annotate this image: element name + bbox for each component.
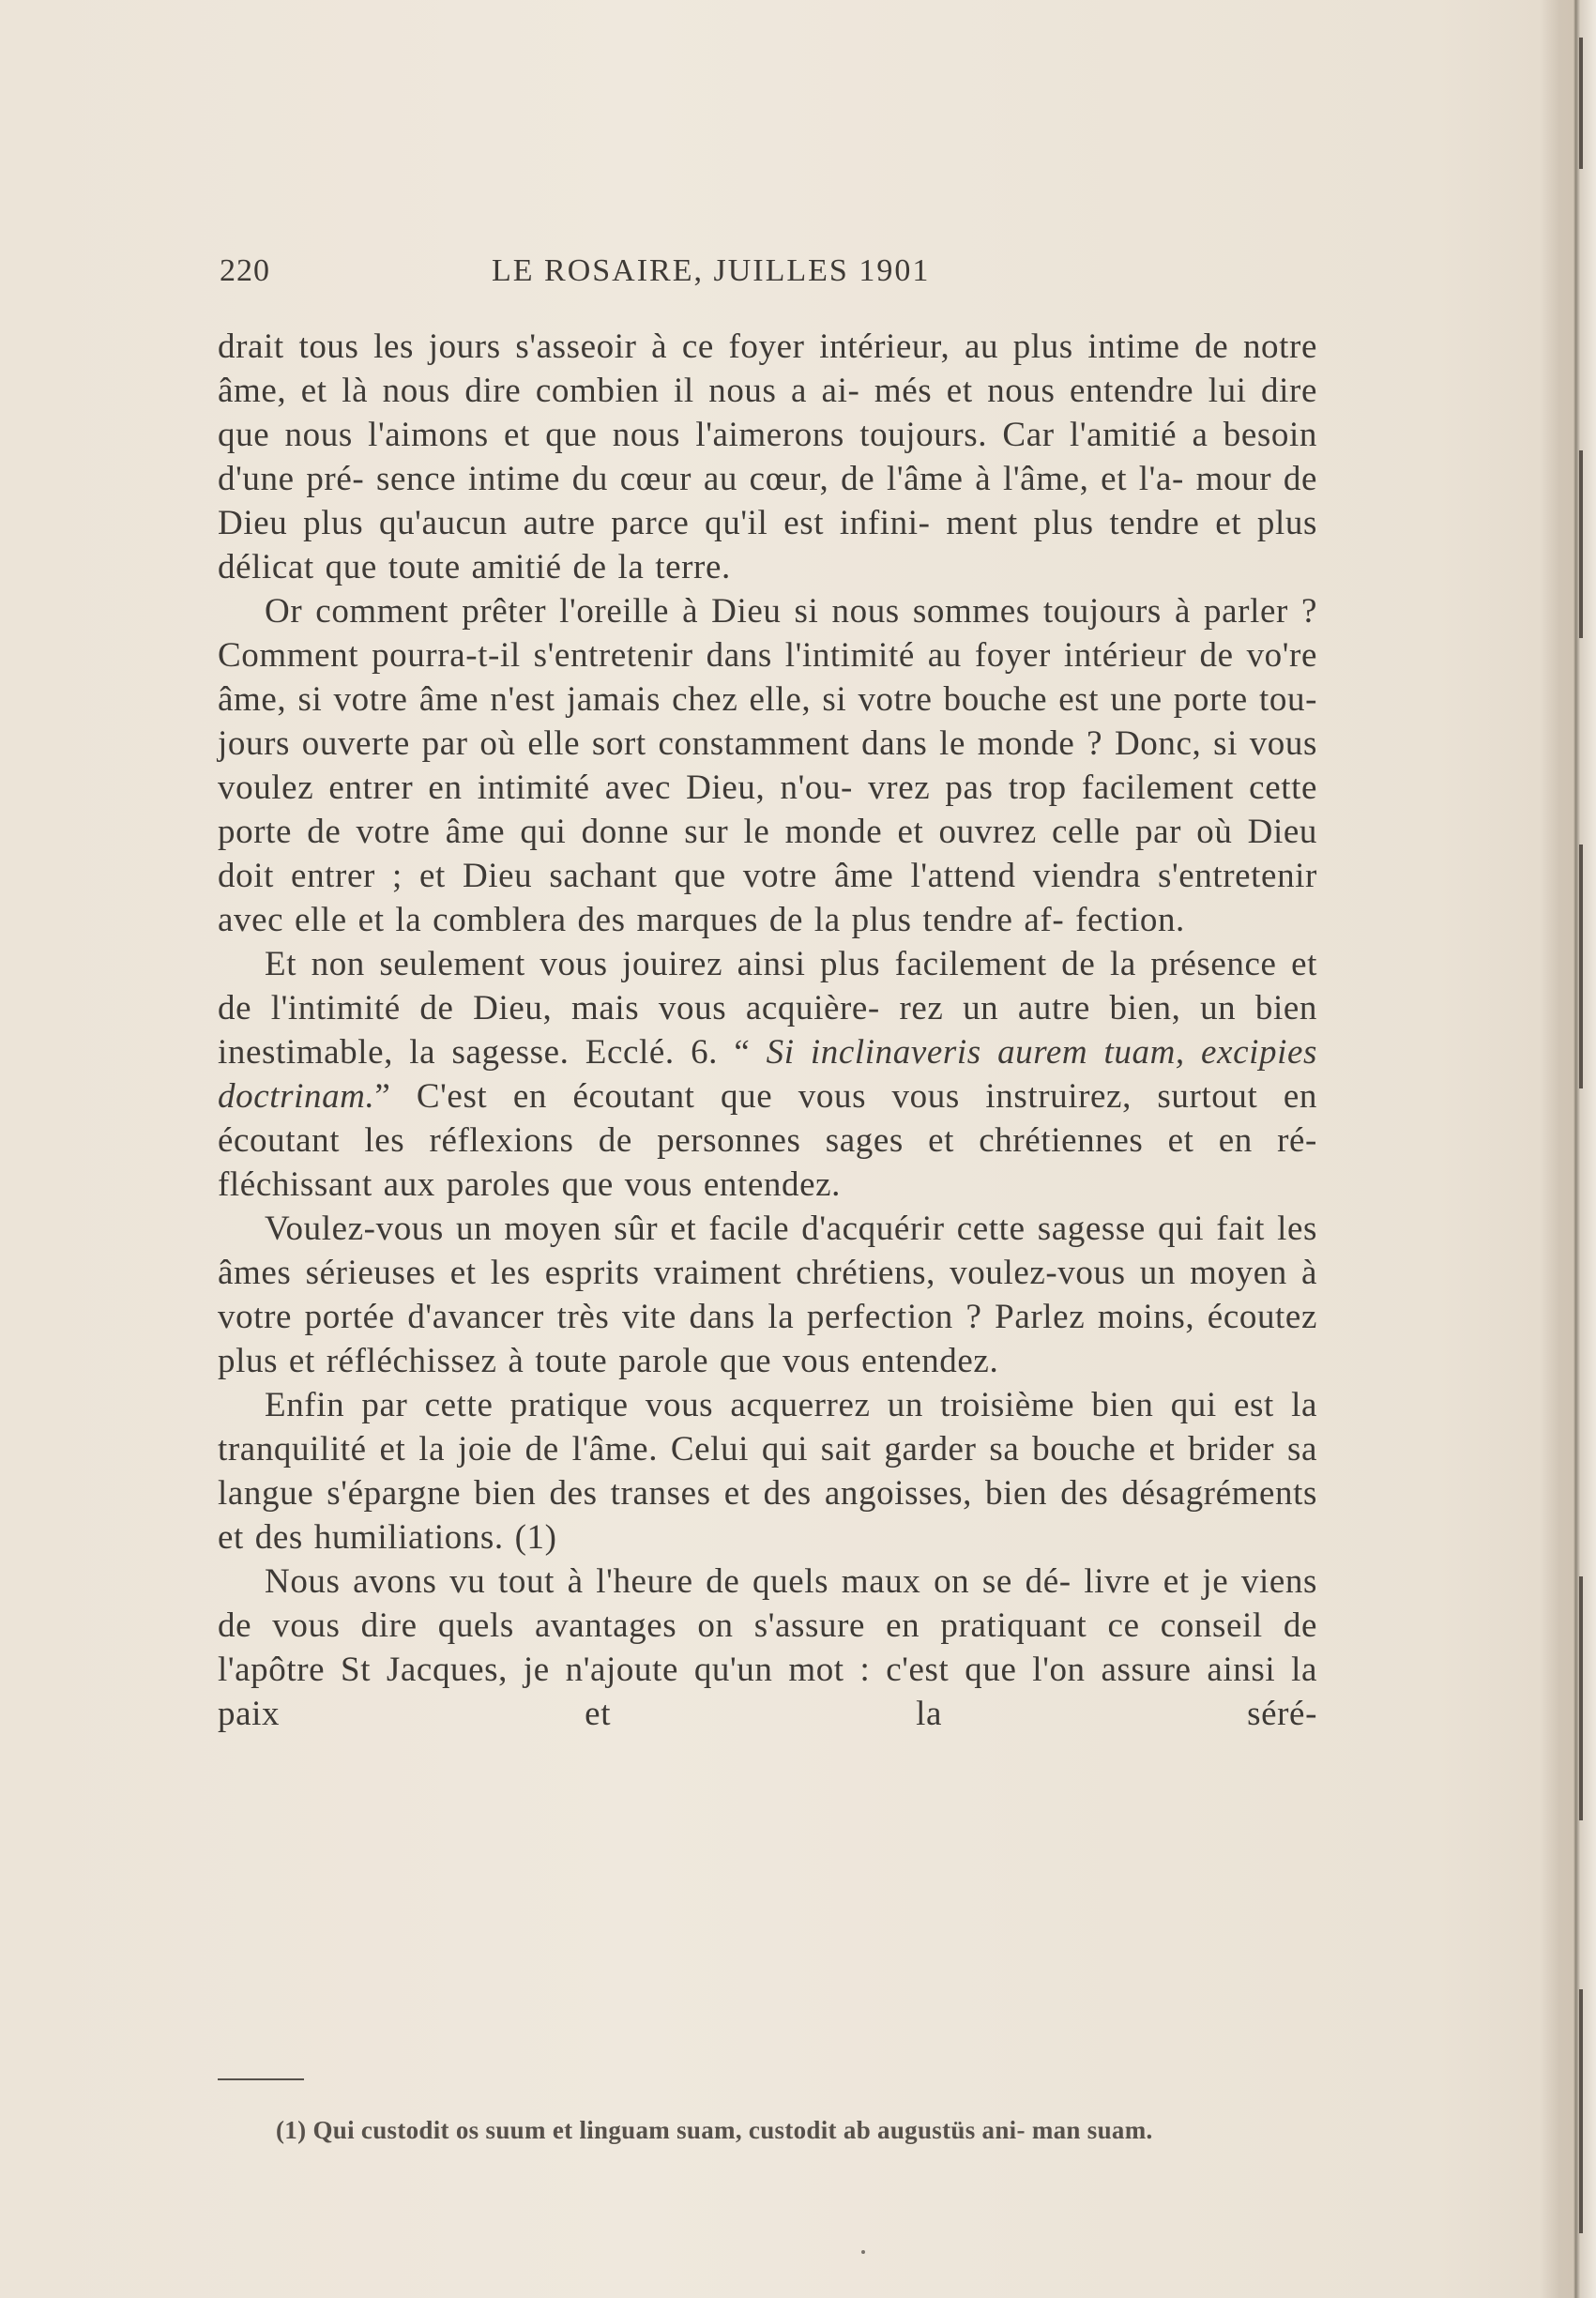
- text-line: Enfin par cette pratique vous acquerrez un troisième: [265, 1386, 1075, 1424]
- text-line: bien qui est la tranquilité et la joie de l'âme. Celui qui: [218, 1386, 1317, 1469]
- text-line: très vite dans la perfection ? Parlez moins, écoutez plus et: [218, 1298, 1317, 1380]
- text-line: sur le monde et ouvrez celle par où Dieu doit entrer ; et: [218, 813, 1317, 895]
- page-edge-line: [1579, 38, 1583, 169]
- text-line: humiliations. (1): [313, 1518, 557, 1557]
- text-line: rez un autre bien, un bien inestimable, la sagesse. Ecclé. 6.: [218, 989, 1318, 1072]
- text-line: avec elle et la comblera des marques de la plus tendre af-: [218, 901, 1065, 939]
- body-text: [218, 325, 1317, 1736]
- text-line: les réflexions de personnes sages et chrétiennes et en ré-: [364, 1121, 1317, 1160]
- text-line: Et non seulement vous jouirez ainsi plus facilement: [265, 945, 1047, 983]
- text-line: de la présence et de l'intimité de Dieu, mais vous acquière-: [218, 945, 1317, 1027]
- speck: [861, 2250, 865, 2254]
- text-line: Nous avons vu tout à l'heure de quels maux on se dé-: [265, 1562, 1072, 1601]
- page-edge-line: [1579, 845, 1583, 1088]
- text-line: intime de notre âme, et là nous dire combien il nous a ai-: [218, 327, 1317, 410]
- paragraph: [218, 1383, 1317, 1560]
- text-line: mour de Dieu plus qu'aucun autre parce qu'il est infini-: [218, 460, 1317, 542]
- text-line: jours ouverte par où elle sort constamment dans le monde ?: [218, 724, 1103, 763]
- text-line: fection.: [1075, 901, 1185, 939]
- footnote-rule: [218, 2078, 304, 2080]
- text-line: sait garder sa bouche et brider sa langue s'épargne bien: [218, 1430, 1317, 1513]
- text-line: chrétiens, voulez-vous un moyen à votre portée d'avancer: [218, 1254, 1317, 1336]
- text-line: Or comment prêter l'oreille à Dieu si nous sommes: [265, 592, 1030, 631]
- text-line: toujours à parler ? Comment pourra-t-il s'entretenir dans: [218, 592, 1317, 675]
- text-line: livre et je viens de vous dire quels avantages on s'assure en: [218, 1562, 1317, 1645]
- page-edge-line: [1579, 450, 1583, 638]
- quote-close: ” C'est: [374, 1077, 488, 1116]
- footnote-marker: (1): [276, 2116, 307, 2144]
- text-line: réfléchissez à toute parole que vous entendez.: [326, 1342, 999, 1380]
- page-header: [220, 253, 1017, 300]
- page-number: 220: [220, 253, 270, 288]
- text-line: més et nous entendre lui dire que nous l'aimons et que: [218, 372, 1317, 454]
- page-edge-line: [1579, 1989, 1583, 2233]
- text-line: des transes et des angoisses, bien des désagréments et des: [218, 1474, 1317, 1557]
- text-line: nous l'aimerons toujours. Car l'amitié a besoin d'une pré-: [218, 416, 1317, 498]
- page-edge-shadow: [1540, 0, 1596, 2298]
- text-line: pratiquant ce conseil de l'apôtre St Jacques, je n'ajoute: [218, 1606, 1317, 1689]
- footnote: [218, 2111, 1317, 2149]
- paragraph: [218, 1560, 1317, 1736]
- paragraph: [218, 1207, 1317, 1383]
- footnote-text: Qui custodit os suum et linguam suam, custodit ab augustüs ani- man suam.: [312, 2116, 1153, 2144]
- text-line: Donc, si vous voulez entrer en intimité avec Dieu, n'ou-: [218, 724, 1317, 807]
- text-line: sagesse qui fait les âmes sérieuses et les esprits vraiment: [218, 1210, 1317, 1292]
- text-line: fléchissant aux paroles que vous entendez.: [218, 1165, 841, 1204]
- text-line: Voulez-vous un moyen sûr et facile d'acquérir cette: [265, 1210, 1026, 1248]
- text-line: sence intime du cœur au cœur, de l'âme à l'âme, et l'a-: [376, 460, 1184, 498]
- text-line: ment plus tendre et plus délicat que toute amitié de la terre.: [218, 504, 1317, 586]
- text-line: en écoutant que vous vous instruirez, surtout en écoutant: [218, 1077, 1317, 1160]
- text-line: l'intimité au foyer intérieur de vo're âme, si votre âme: [218, 636, 1317, 719]
- text-line: n'est jamais chez elle, si votre bouche est une porte tou-: [490, 680, 1317, 719]
- quote-open: “: [734, 1033, 767, 1072]
- text-line: drait tous les jours s'asseoir à ce foyer intérieur, au plus: [218, 327, 1073, 366]
- paragraph: [218, 942, 1317, 1207]
- paragraph: [218, 325, 1317, 589]
- text-line: vrez pas trop facilement cette porte de votre âme qui donne: [218, 769, 1318, 851]
- text-line: qu'un mot : c'est que l'on assure ainsi la paix et la séré-: [218, 1651, 1318, 1733]
- page-edge-line: [1579, 1576, 1583, 1820]
- quote-italic-text: Si inclinaveris aurem tuam, excipies doctrinam.: [218, 1033, 1318, 1116]
- text-line: Dieu sachant que votre âme l'attend viendra s'entretenir: [462, 857, 1317, 895]
- paragraph: [218, 589, 1317, 942]
- running-title: LE ROSAIRE, JUILLES 1901: [492, 253, 931, 288]
